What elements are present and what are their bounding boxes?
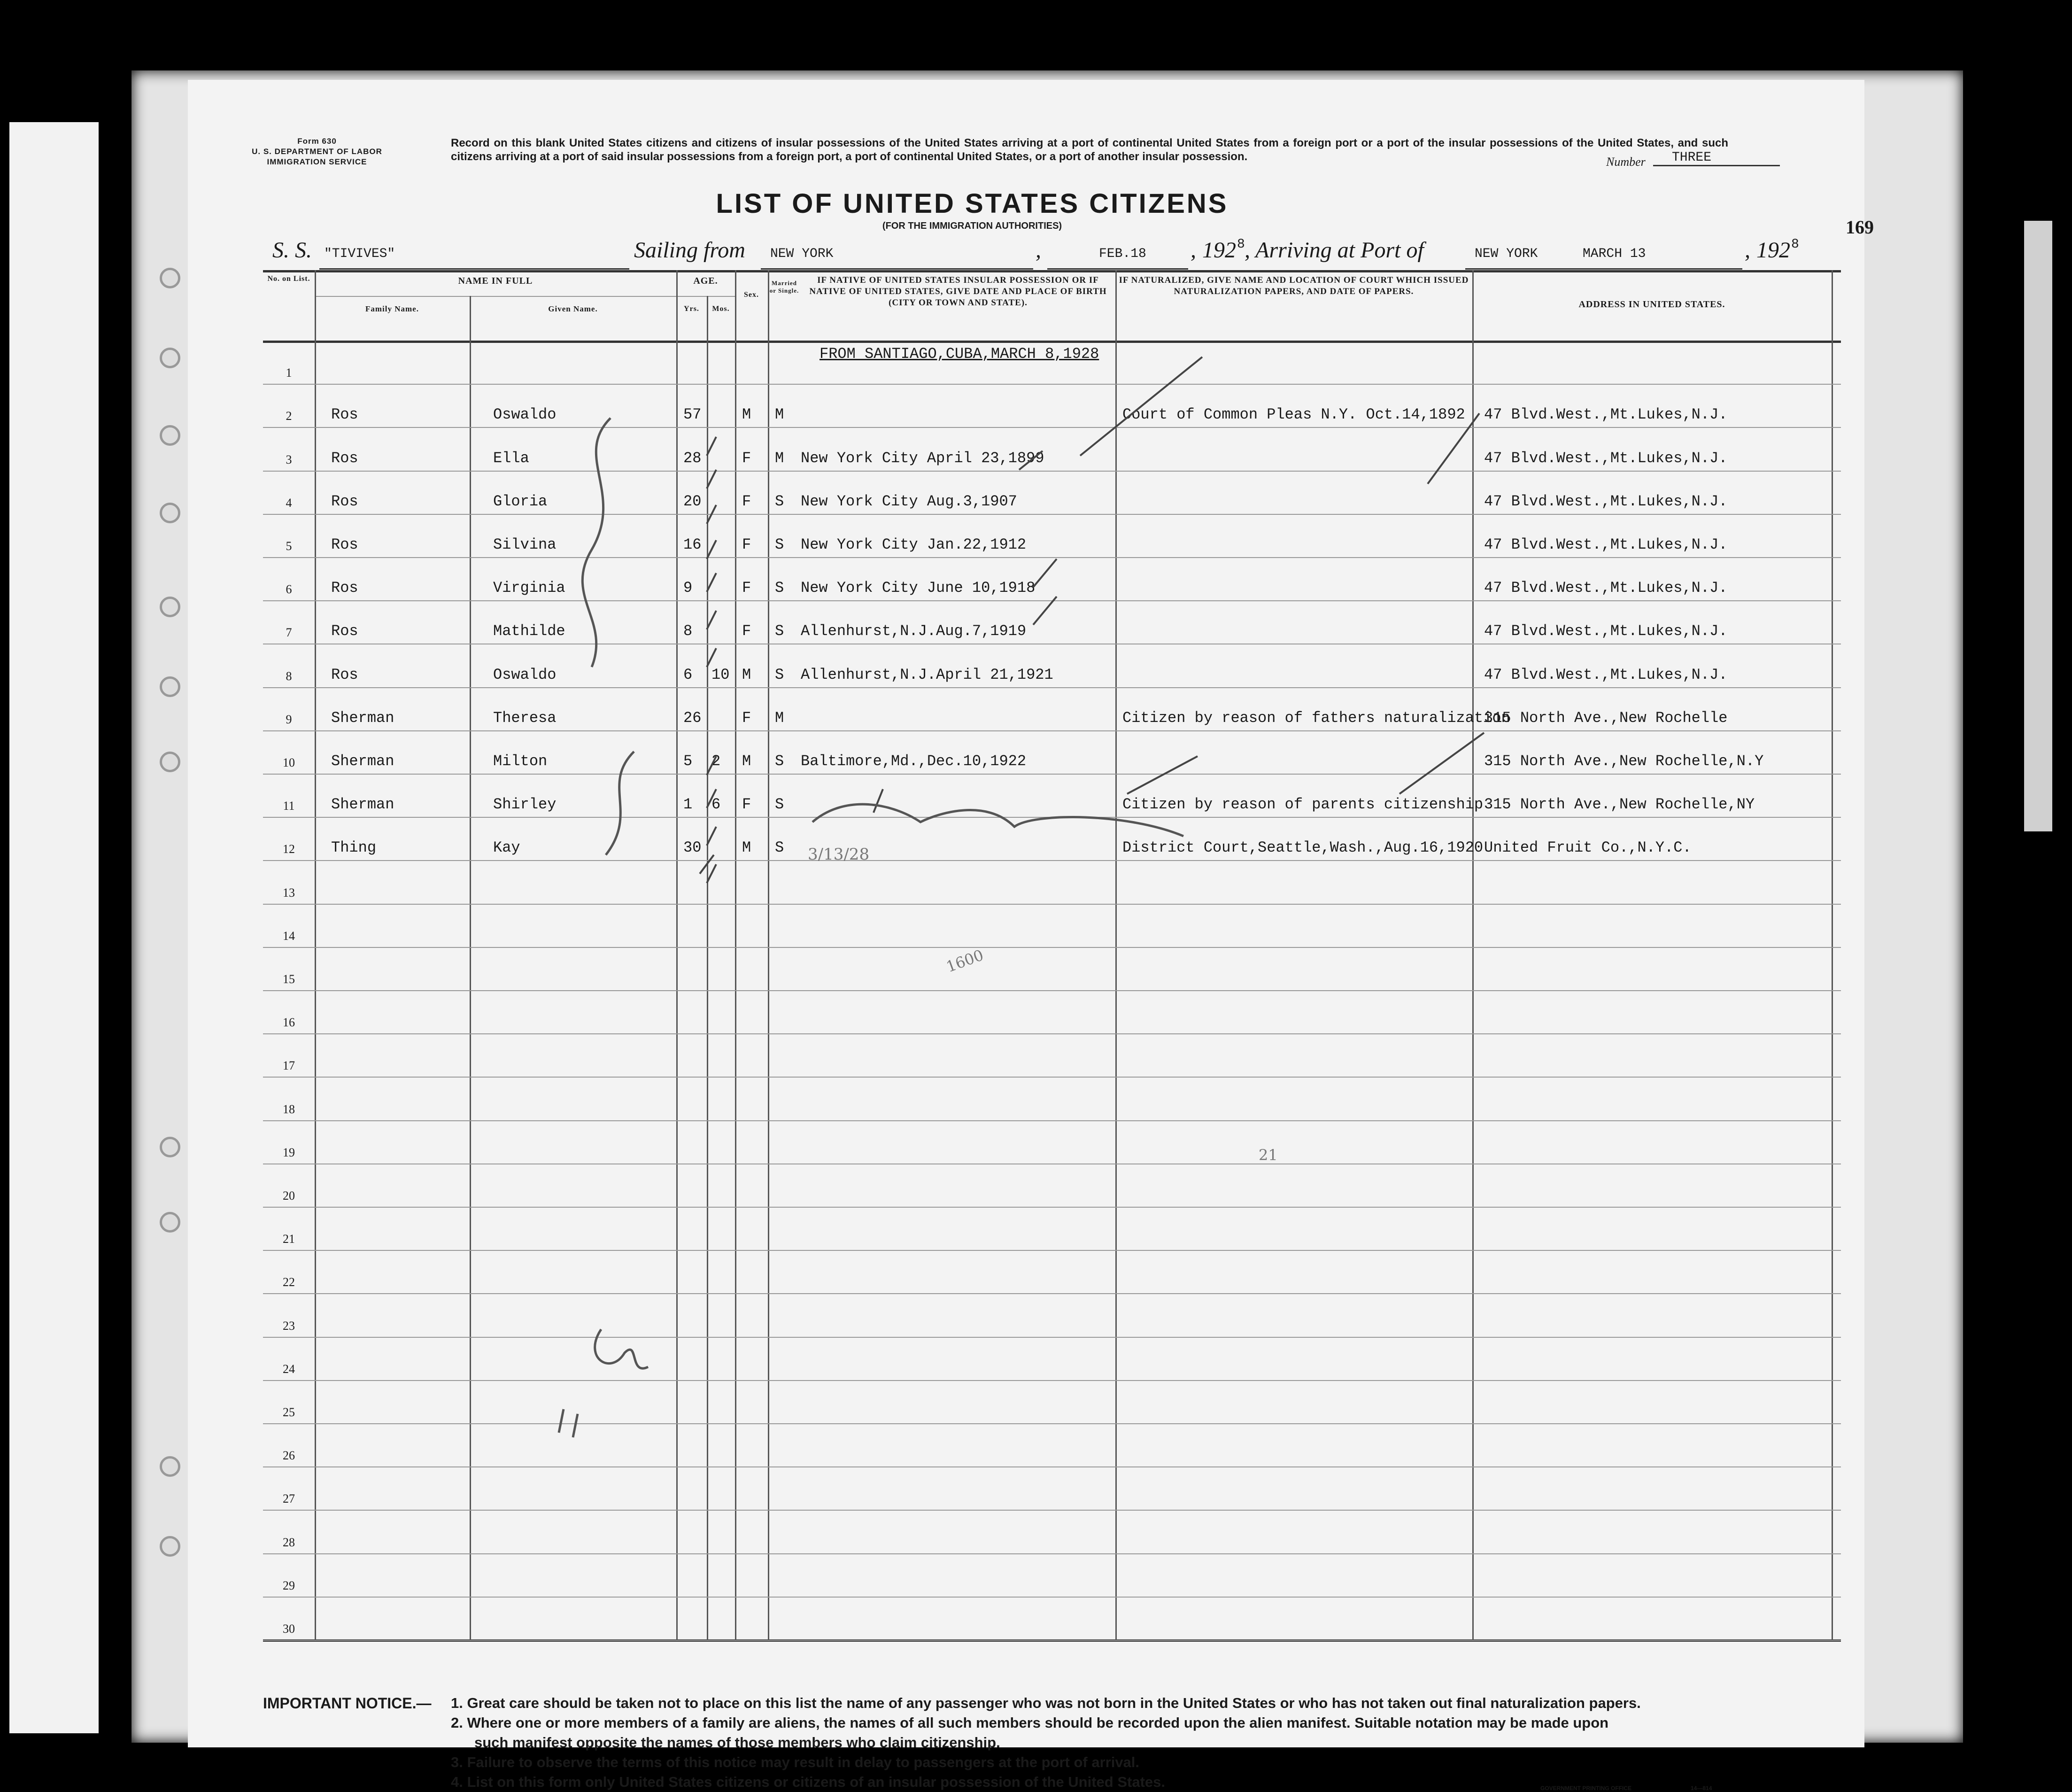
arrival-date: MARCH 13 [1583, 247, 1646, 261]
binder-hole [160, 1137, 180, 1157]
cell-given: Oswaldo [493, 406, 557, 424]
cell-ms: S [775, 666, 784, 683]
arrival-year-prefix: 192 [1756, 238, 1790, 263]
department: U. S. DEPARTMENT OF LABOR [252, 147, 382, 156]
ship-name: "TIVIVES" [324, 247, 395, 261]
row-number: 8 [286, 669, 292, 683]
cell-addr: 315 North Ave.,New Rochelle,NY [1484, 796, 1755, 814]
cell-sex: F [742, 622, 751, 640]
cell-yrs: 16 [683, 536, 702, 553]
cell-sex: M [742, 666, 751, 683]
notice-line-2: 2. Where one or more members of a family are aliens, the names of all such members should be recorded upon the alien manifest. Suitable notation may be made upon [451, 1714, 1609, 1731]
cell-family: Sherman [331, 709, 394, 727]
binder-hole [160, 1456, 180, 1477]
cell-ms: S [775, 492, 784, 510]
cell-sex: M [742, 406, 751, 424]
left-paper-edge [9, 122, 99, 1733]
cell-ms: S [775, 796, 784, 814]
cell-birth: New York City June 10,1918 [801, 579, 1036, 597]
cell-birth: Allenhurst,N.J.Aug.7,1919 [801, 622, 1027, 640]
cell-yrs: 26 [683, 709, 702, 727]
arrival-year-digit: 8 [1791, 237, 1799, 252]
cell-sex: F [742, 536, 751, 553]
year-prefix: 192 [1202, 238, 1236, 263]
cell-given: Mathilde [493, 622, 565, 640]
cell-yrs: 9 [683, 579, 693, 597]
sailing-port: NEW YORK [770, 247, 834, 261]
ss-label: S. S. [272, 238, 312, 263]
notice-line-1: 1. Great care should be taken not to place on this list the name of any passenger who was not born in the United States or who has not taken out final naturalization papers. [451, 1695, 1641, 1711]
row-number: 7 [286, 626, 292, 640]
sailing-label: Sailing from [634, 238, 745, 263]
cell-addr: 47 Blvd.West.,Mt.Lukes,N.J. [1484, 579, 1728, 597]
cell-family: Ros [331, 449, 358, 467]
cell-yrs: 1 [683, 796, 693, 814]
row-number: 19 [283, 1145, 295, 1159]
cell-addr: 47 Blvd.West.,Mt.Lukes,N.J. [1484, 536, 1728, 553]
header-sex: Sex. [744, 291, 759, 299]
cell-addr: 47 Blvd.West.,Mt.Lukes,N.J. [1484, 492, 1728, 510]
row-number: 22 [283, 1275, 295, 1289]
row-number: 15 [283, 972, 295, 986]
cell-given: Silvina [493, 536, 557, 553]
cell-given: Virginia [493, 579, 565, 597]
binder-hole [160, 597, 180, 617]
row-number: 5 [286, 539, 292, 553]
voyage-line: S. S. "TIVIVES" Sailing from NEW YORK , FEB.18 , 192 8 , Arriving at Port of NEW YORK MARCH 13 , 192 8 [272, 237, 1850, 270]
cell-mos: 2 [711, 752, 721, 770]
cell-family: Sherman [331, 796, 394, 814]
year-digit: 8 [1237, 237, 1245, 252]
row-number: 6 [286, 582, 292, 597]
row-number: 24 [283, 1362, 295, 1376]
right-paper-edge [2024, 221, 2052, 831]
cell-yrs: 57 [683, 406, 702, 424]
printer-note: GOVERNMENT PRINTING OFFICE [1540, 1785, 1632, 1792]
cell-given: Ella [493, 449, 529, 467]
row-number: 27 [283, 1492, 295, 1506]
arriving-label: , Arriving at Port of [1245, 238, 1424, 263]
cell-birth: Baltimore,Md.,Dec.10,1922 [801, 752, 1027, 770]
note-21: 21 [1259, 1146, 1278, 1164]
cell-nat: Citizen by reason of fathers naturalization [1122, 709, 1510, 727]
row-number: 10 [283, 756, 295, 769]
notice-label: IMPORTANT NOTICE.— [263, 1695, 432, 1712]
cell-yrs: 30 [683, 839, 702, 857]
cell-sex: M [742, 752, 751, 770]
row-number: 4 [286, 496, 292, 510]
manifest-page [188, 80, 1874, 1792]
binder-hole [160, 676, 180, 697]
cell-mos: 10 [711, 666, 730, 683]
cell-ms: S [775, 536, 784, 553]
row-number: 23 [283, 1319, 295, 1333]
check-marks [700, 357, 1484, 883]
cell-yrs: 20 [683, 492, 702, 510]
cell-birth: New York City April 23,1899 [801, 449, 1044, 467]
row-number: 26 [283, 1449, 295, 1463]
row-number: 9 [286, 712, 292, 726]
note-1600: 1600 [943, 946, 986, 976]
binder-hole [160, 752, 180, 772]
service: IMMIGRATION SERVICE [267, 157, 367, 166]
form-instructions: Record on this blank United States citizens and citizens of insular possessions of the United States arriving at a port of continental United States from a foreign port or a port of the insular possessions of the United States, and such citizens arriving at a port of said insular possessions from a foreign port, a port of continental United States, or a port of another insular possession. [451, 137, 1728, 163]
cell-given: Oswaldo [493, 666, 557, 683]
page-number: 169 [1846, 217, 1874, 238]
cell-ms: S [775, 839, 784, 857]
header-name-in-full: NAME IN FULL [458, 276, 533, 286]
binder-hole [160, 1536, 180, 1557]
cell-addr: 47 Blvd.West.,Mt.Lukes,N.J. [1484, 622, 1728, 640]
annotation-scrawl [559, 418, 1183, 1437]
cell-nat: Citizen by reason of parents citizenship [1122, 796, 1484, 814]
header-married-single: Married or Single. [769, 279, 799, 294]
row-number: 2 [286, 409, 292, 423]
row-number: 14 [283, 929, 295, 943]
row-number: 17 [283, 1059, 295, 1073]
cell-sex: F [742, 449, 751, 467]
header-given-name: Given Name. [548, 304, 598, 313]
row-number: 20 [283, 1189, 295, 1202]
number-label: Number [1606, 155, 1646, 169]
print-code: 14—814 [1691, 1785, 1712, 1792]
form-number: Form 630 [297, 137, 337, 146]
cell-given: Shirley [493, 796, 557, 814]
row-number: 13 [283, 885, 295, 900]
cell-family: Ros [331, 492, 358, 510]
cell-family: Ros [331, 622, 358, 640]
cell-ms: M [775, 406, 784, 424]
cell-addr: 47 Blvd.West.,Mt.Lukes,N.J. [1484, 449, 1728, 467]
cell-ms: M [775, 709, 784, 727]
binder-hole [160, 503, 180, 523]
binder-hole [160, 425, 180, 446]
cell-sex: F [742, 796, 751, 814]
cell-yrs: 28 [683, 449, 702, 467]
notice-line-2b: such manifest opposite the names of those members who claim citizenship. [474, 1734, 1000, 1751]
cell-yrs: 8 [683, 622, 693, 640]
cell-given: Kay [493, 839, 520, 857]
row-number: 30 [283, 1622, 295, 1636]
cell-family: Thing [331, 839, 377, 857]
cell-family: Ros [331, 536, 358, 553]
cell-yrs: 5 [683, 752, 693, 770]
cell-given: Gloria [493, 492, 548, 510]
cell-nat: Court of Common Pleas N.Y. Oct.14,1892 [1122, 406, 1465, 424]
cell-birth: New York City Aug.3,1907 [801, 492, 1017, 510]
cell-sex: F [742, 579, 751, 597]
row-number: 18 [283, 1102, 295, 1116]
cell-sex: M [742, 839, 751, 857]
handwritten-marks [188, 80, 1864, 1747]
row-number: 21 [283, 1232, 295, 1246]
cell-addr: United Fruit Co.,N.Y.C. [1484, 839, 1692, 857]
number-value: THREE [1653, 150, 1780, 166]
cell-family: Ros [331, 406, 358, 424]
cell-addr: 315 North Ave.,New Rochelle,N.Y [1484, 752, 1764, 770]
row-number: 16 [283, 1016, 295, 1030]
cell-mos: 6 [711, 796, 721, 814]
cell-addr: 47 Blvd.West.,Mt.Lukes,N.J. [1484, 666, 1728, 683]
cell-birth: Allenhurst,N.J.April 21,1921 [801, 666, 1053, 683]
cell-ms: S [775, 579, 784, 597]
cell-family: Sherman [331, 752, 394, 770]
header-no: No. on List. [267, 275, 310, 283]
row-number: 29 [283, 1578, 295, 1592]
cell-ms: M [775, 449, 784, 467]
header-mos: Mos. [712, 305, 730, 313]
binder-hole [160, 1212, 180, 1233]
sailing-date: FEB.18 [1099, 247, 1146, 261]
row-number: 28 [283, 1535, 295, 1549]
header-address: ADDRESS IN UNITED STATES. [1578, 299, 1725, 310]
cell-given: Milton [493, 752, 548, 770]
notice-line-3: 3. Failure to observe the terms of this notice may result in delay to passengers at the port of arrival. [451, 1754, 1140, 1770]
cell-sex: F [742, 492, 751, 510]
header-family-name: Family Name. [365, 304, 419, 313]
header-native: IF NATIVE OF UNITED STATES INSULAR POSSESSION OR IF NATIVE OF UNITED STATES, GIVE DATE AND PLACE OF BIRTH (CITY OR TOWN AND STATE). [809, 275, 1107, 308]
cell-sex: F [742, 709, 751, 727]
cell-addr: 315 North Ave.,New Rochelle [1484, 709, 1728, 727]
row-number: 11 [283, 799, 295, 813]
binder-hole [160, 348, 180, 368]
binder-hole [160, 268, 180, 288]
cell-family: Ros [331, 579, 358, 597]
cell-family: Ros [331, 666, 358, 683]
stamp-date: 3/13/28 [808, 845, 870, 864]
cell-ms: S [775, 622, 784, 640]
notice-line-4: 4. List on this form only United States citizens or citizens of an insular possession of the United States. [451, 1774, 1165, 1790]
row-number: 12 [283, 842, 295, 856]
row-number: 3 [286, 452, 292, 466]
row-number: 25 [283, 1405, 295, 1419]
header-age: AGE. [693, 276, 718, 286]
cell-nat: District Court,Seattle,Wash.,Aug.16,1920 [1122, 839, 1484, 857]
header-yrs: Yrs. [684, 305, 699, 313]
origin-note: FROM SANTIAGO,CUBA,MARCH 8,1928 [820, 345, 1099, 363]
cell-yrs: 6 [683, 666, 693, 683]
header-naturalized: IF NATURALIZED, GIVE NAME AND LOCATION OF COURT WHICH ISSUED NATURALIZATION PAPERS, AND DATE OF PAPERS. [1119, 275, 1469, 296]
cell-birth: New York City Jan.22,1912 [801, 536, 1027, 553]
page-subtitle: (FOR THE IMMIGRATION AUTHORITIES) [882, 221, 1062, 231]
cell-given: Theresa [493, 709, 557, 727]
cell-addr: 47 Blvd.West.,Mt.Lukes,N.J. [1484, 406, 1728, 424]
arrival-port: NEW YORK [1475, 247, 1538, 261]
page-title: LIST OF UNITED STATES CITIZENS [716, 188, 1229, 219]
cell-ms: S [775, 752, 784, 770]
row-number: 1 [286, 366, 292, 380]
